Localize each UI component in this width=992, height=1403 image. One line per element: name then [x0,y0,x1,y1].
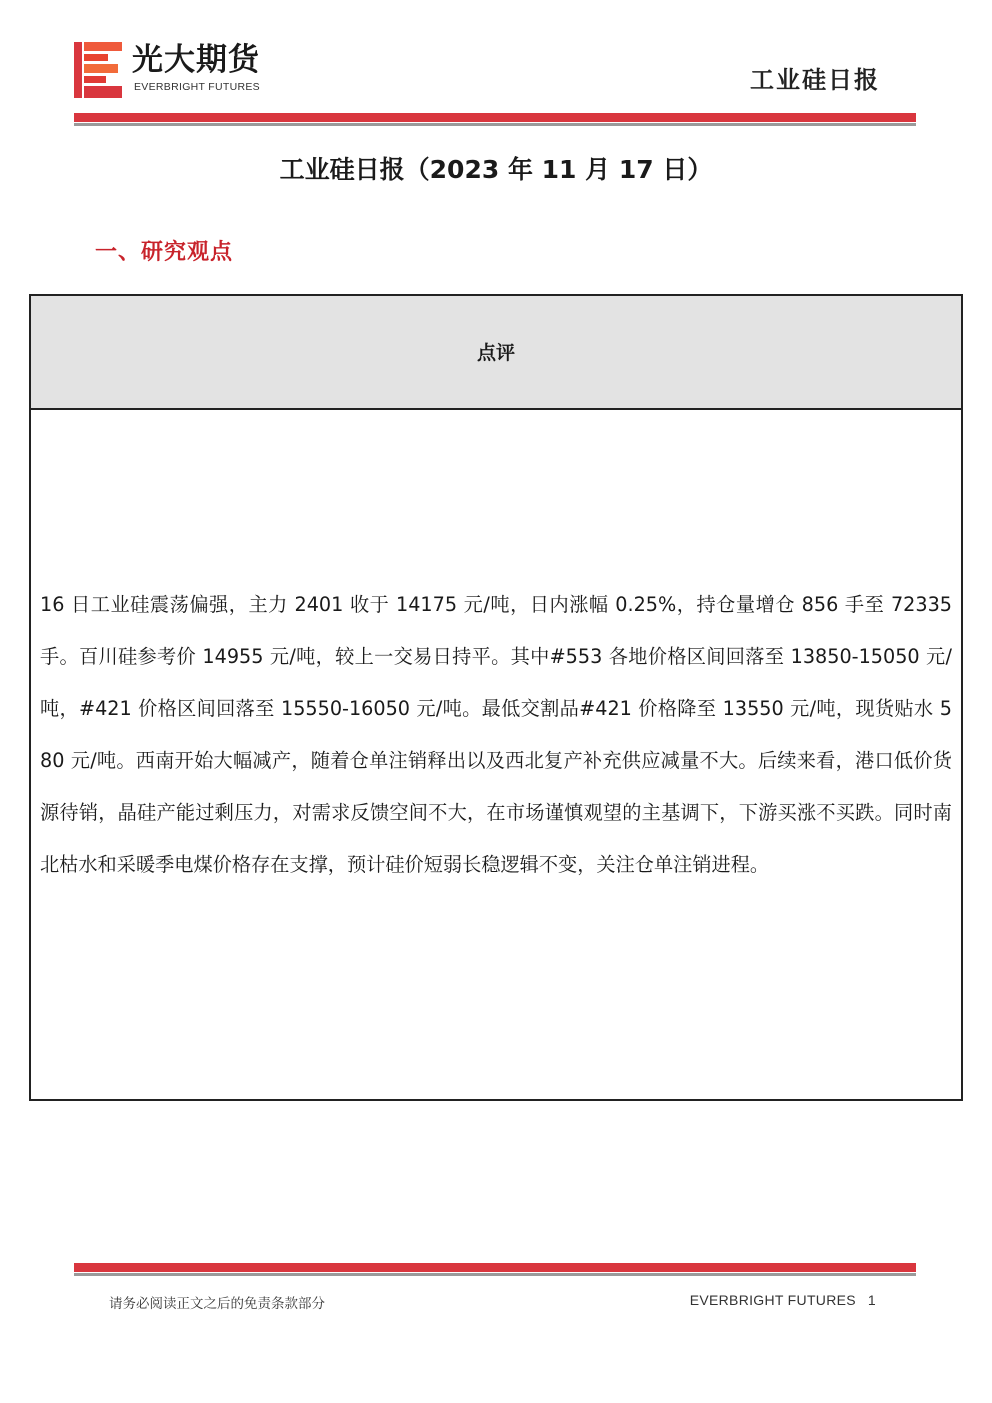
comment-body-text: 16 日工业硅震荡偏强，主力 2401 收于 14175 元/吨，日内涨幅 0.25%，持仓量增仓 856 手至 72335 手。百川硅参考价 14955 元/吨，较上一交易日持平。其中#553 各地价格区间回落至 13850-15050 元/吨，#421 价格区间回落至 15550-16050 元/吨。最低交割品#421 价格降至 13550 元/吨，现货贴水 580 元/吨。西南开始大幅减产，随着仓单注销释出以及西北复产补充供应减量不大。后续来看，港口低价货源待销，晶硅产能过剩压力，对需求反馈空间不大，在市场谨慎观望的主基调下，下游买涨不买跌。同时南北枯水和采暖季电煤价格存在支撑，预计硅价短弱长稳逻辑不变，关注仓单注销进程。 [40,593,952,876]
logo-name-en: EVERBRIGHT FUTURES [134,81,260,93]
header-rule-gray [74,123,916,126]
page-number: 1 [867,1292,876,1308]
footer-disclaimer: 请务必阅读正文之后的免责条款部分 [109,1296,325,1312]
footer-rule-red [74,1263,916,1272]
footer-brand-name: EVERBRIGHT FUTURES [689,1292,856,1308]
everbright-logo-icon [74,42,122,98]
report-type-title: 工业硅日报 [750,66,880,94]
comment-table-header [31,296,961,410]
comment-header-label: 点评 [476,342,515,364]
document-title: 工业硅日报（2023 年 11 月 17 日） [279,155,713,184]
comment-table [29,294,963,1101]
footer-rule-gray [74,1273,916,1276]
footer-brand [690,1292,876,1308]
logo-name-cn: 光大期货 [132,42,260,78]
company-logo [74,40,294,100]
header-rule-red [74,113,916,122]
section-heading: 一、研究观点 [95,240,234,265]
